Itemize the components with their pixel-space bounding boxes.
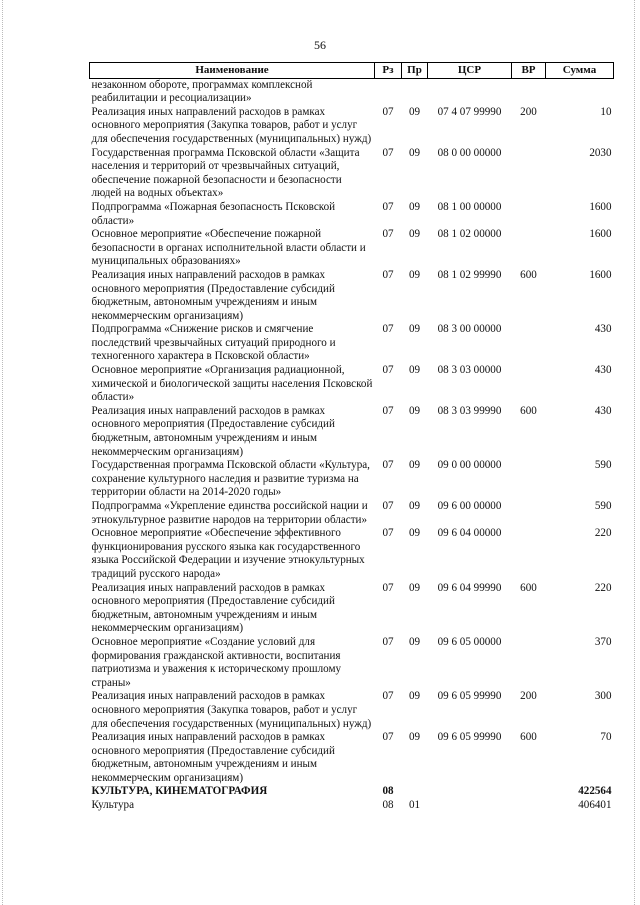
table-row — [90, 269, 614, 323]
row-name-cell: незаконном обороте, программах комплексной реабилитации и ресоциализации» — [91, 78, 313, 105]
row-pr-cell: 09 — [408, 200, 421, 213]
row-sum-cell: 370 — [594, 635, 612, 648]
row-rz-cell: 07 — [382, 581, 394, 594]
row-sum-cell: 300 — [594, 690, 612, 703]
row-vr-cell: 600 — [520, 268, 537, 281]
row-name-cell: Основное мероприятие «Организация радиационной, химической и биологической защиты населения Псковской области» — [91, 364, 373, 404]
row-sum-cell: 1600 — [589, 268, 612, 281]
header-rz: Рз — [375, 63, 402, 79]
table-row — [90, 582, 614, 636]
row-name-cell: Подпрограмма «Снижение рисков и смягчение последствий чрезвычайных ситуаций природного и техногенного характера в Псковской области» — [91, 323, 336, 363]
row-sum-cell: 1600 — [589, 228, 612, 241]
row-rz-cell: 08 — [382, 799, 394, 812]
row-pr-cell: 09 — [408, 459, 421, 472]
row-sum-cell: 590 — [594, 459, 612, 472]
row-sum-cell: 1600 — [589, 200, 612, 213]
row-rz-cell: 07 — [382, 404, 394, 417]
row-vr-cell: 600 — [520, 404, 537, 417]
row-pr-cell: 09 — [408, 364, 421, 377]
table-row — [90, 405, 614, 459]
row-sum-cell: 422564 — [578, 785, 612, 798]
row-name-cell: КУЛЬТУРА, КИНЕМАТОГРАФИЯ — [91, 785, 268, 798]
row-name-cell: Реализация иных направлений расходов в рамках основного мероприятия (Предоставление субсидий бюджетным, автономным учреждениям и иным некоммерческим организациям) — [91, 581, 335, 635]
row-csr-cell: 08 3 03 99990 — [437, 404, 502, 417]
table-body — [90, 78, 614, 813]
row-vr-cell — [512, 799, 546, 813]
row-csr-cell: 09 6 05 99990 — [437, 690, 502, 703]
header-sum: Сумма — [546, 63, 614, 79]
row-pr-cell: 09 — [408, 500, 421, 512]
row-rz-cell: 07 — [382, 228, 394, 241]
row-pr-cell: 09 — [408, 581, 421, 594]
row-csr-cell: 07 4 07 99990 — [437, 105, 502, 118]
row-name-cell: Реализация иных направлений расходов в рамках основного мероприятия (Предоставление субсидий бюджетным, автономным учреждениям и иным некоммерческим организациям) — [91, 731, 335, 784]
row-pr-cell: 01 — [408, 799, 421, 812]
table-row — [90, 459, 614, 500]
row-csr-cell: 08 3 03 00000 — [437, 364, 502, 377]
header-name: Наименование — [90, 63, 375, 79]
table-row — [90, 323, 614, 364]
row-sum-cell: 70 — [600, 731, 612, 744]
budget-table — [89, 62, 614, 813]
table-row — [90, 78, 614, 106]
row-csr-cell — [428, 785, 512, 799]
row-pr-cell: 09 — [408, 228, 421, 241]
row-rz-cell: 07 — [382, 105, 394, 118]
row-vr-cell — [512, 201, 546, 228]
scan-edge-left — [2, 0, 4, 905]
row-sum-cell: 220 — [594, 581, 612, 594]
row-csr-cell: 09 6 00 00000 — [437, 500, 502, 512]
row-pr-cell: 09 — [408, 105, 421, 118]
row-vr-cell — [512, 636, 546, 690]
row-csr-cell: 08 1 00 00000 — [437, 200, 502, 213]
row-rz-cell: 07 — [382, 364, 394, 377]
row-vr-cell — [512, 527, 546, 581]
row-name-cell: Реализация иных направлений расходов в рамках основного мероприятия (Закупка товаров, работ и услуг для обеспечения государственных (муниципальных) нужд) — [91, 105, 372, 145]
row-vr-cell — [512, 147, 546, 201]
row-csr-cell: 08 3 00 00000 — [437, 323, 502, 336]
row-pr-cell: 09 — [408, 527, 421, 540]
row-pr-cell: 09 — [408, 323, 421, 336]
table-row — [90, 785, 614, 799]
row-name-cell: Культура — [91, 799, 135, 812]
row-csr-cell: 09 0 00 00000 — [437, 459, 502, 472]
row-name-cell: Реализация иных направлений расходов в рамках основного мероприятия (Закупка товаров, работ и услуг для обеспечения государственных (муниципальных) нужд) — [91, 690, 372, 730]
row-sum-cell: 590 — [594, 500, 612, 512]
row-rz-cell: 07 — [382, 635, 394, 648]
row-rz-cell: 07 — [382, 500, 394, 512]
row-name-cell: Реализация иных направлений расходов в рамках основного мероприятия (Предоставление субсидий бюджетным, автономным учреждениям и иным некоммерческим организациям) — [91, 268, 335, 322]
row-vr-cell: 600 — [520, 731, 537, 744]
row-sum-cell: 406401 — [578, 799, 612, 812]
row-vr-cell: 200 — [520, 105, 537, 118]
row-sum-cell — [546, 78, 614, 106]
table-row — [90, 527, 614, 581]
header-csr: ЦСР — [428, 63, 512, 79]
row-rz-cell: 07 — [382, 459, 394, 472]
table-header-row — [90, 63, 614, 79]
table-row — [90, 731, 614, 785]
row-vr-cell: 600 — [520, 581, 537, 594]
row-name-cell: Реализация иных направлений расходов в рамках основного мероприятия (Предоставление субсидий бюджетным, автономным учреждениям и иным некоммерческим организациям) — [91, 404, 335, 458]
row-rz-cell: 07 — [382, 690, 394, 703]
row-rz-cell — [375, 78, 402, 106]
row-rz-cell: 07 — [382, 527, 394, 540]
row-sum-cell: 430 — [594, 323, 612, 336]
row-pr-cell: 09 — [408, 404, 421, 417]
row-sum-cell: 430 — [594, 364, 612, 377]
row-name-cell: Государственная программа Псковской области «Культура, сохранение культурного наследия и развитие туризма на территории области на 2014-2020 годы» — [91, 459, 370, 499]
row-vr-cell — [512, 459, 546, 500]
row-sum-cell: 10 — [600, 105, 612, 118]
row-pr-cell — [402, 785, 428, 799]
row-rz-cell: 07 — [382, 200, 394, 213]
table-row — [90, 228, 614, 269]
row-rz-cell: 07 — [382, 323, 394, 336]
row-pr-cell: 09 — [408, 268, 421, 281]
row-csr-cell: 09 6 04 00000 — [437, 527, 502, 540]
scan-edge-right — [634, 0, 636, 905]
table-row — [90, 636, 614, 690]
row-pr-cell: 09 — [408, 635, 421, 648]
header-vr: ВР — [512, 63, 546, 79]
row-vr-cell — [512, 323, 546, 364]
row-csr-cell: 09 6 05 00000 — [437, 635, 502, 648]
row-sum-cell: 220 — [594, 527, 612, 540]
row-pr-cell: 09 — [408, 146, 421, 159]
row-pr-cell: 09 — [408, 731, 421, 744]
table-row — [90, 799, 614, 813]
table-row — [90, 500, 614, 527]
table-row — [90, 201, 614, 228]
row-rz-cell: 08 — [382, 785, 394, 798]
row-rz-cell: 07 — [382, 146, 394, 159]
row-sum-cell: 430 — [594, 404, 612, 417]
table-row — [90, 690, 614, 731]
header-pr: Пр — [402, 63, 428, 79]
table-row — [90, 147, 614, 201]
row-sum-cell: 2030 — [589, 146, 612, 159]
row-vr-cell — [512, 364, 546, 405]
row-csr-cell: 08 1 02 99990 — [437, 268, 502, 281]
row-csr-cell: 08 1 02 00000 — [437, 228, 502, 241]
row-pr-cell: 09 — [408, 690, 421, 703]
row-csr-cell: 08 0 00 00000 — [437, 146, 502, 159]
row-name-cell: Государственная программа Псковской области «Защита населения и территорий от чрезвычайных ситуаций, обеспечение пожарной безопасности и безопасности людей на водных объектах» — [91, 146, 360, 200]
row-name-cell: Подпрограмма «Укрепление единства российской нации и этнокультурное развитие народов на территории области» — [91, 500, 368, 526]
table-row — [90, 106, 614, 147]
row-name-cell: Подпрограмма «Пожарная безопасность Псковской области» — [91, 200, 336, 227]
row-vr-cell — [512, 785, 546, 799]
row-csr-cell: 09 6 04 99990 — [437, 581, 502, 594]
table-row — [90, 364, 614, 405]
row-name-cell: Основное мероприятие «Создание условий для формирования гражданской активности, воспитания патриотизма и уважения к историческому прошлому страны» — [91, 635, 342, 689]
row-csr-cell: 09 6 05 99990 — [437, 731, 502, 744]
row-rz-cell: 07 — [382, 268, 394, 281]
page-number: 56 — [314, 38, 326, 52]
row-vr-cell: 200 — [520, 690, 537, 703]
row-csr-cell — [428, 799, 512, 813]
row-rz-cell: 07 — [382, 731, 394, 744]
row-vr-cell — [512, 500, 546, 527]
row-vr-cell — [512, 228, 546, 269]
row-name-cell: Основное мероприятие «Обеспечение пожарной безопасности в органах исполнительной власти области и муниципальных образованиях» — [91, 228, 366, 268]
row-csr-cell — [428, 78, 512, 106]
row-pr-cell — [402, 78, 428, 106]
row-name-cell: Основное мероприятие «Обеспечение эффективного функционирования русского языка как государственного языка Российской Федерации и изучение этнокультурных традиций русского народа» — [91, 527, 365, 580]
row-vr-cell — [512, 78, 546, 106]
